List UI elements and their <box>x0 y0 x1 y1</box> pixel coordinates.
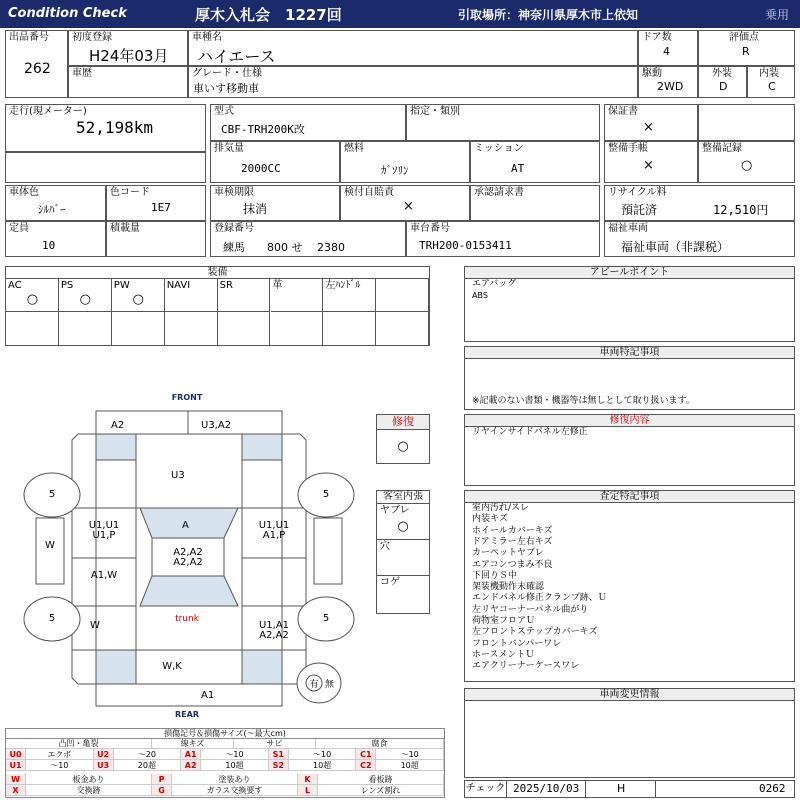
legend-code: S1 <box>269 749 289 760</box>
mission-label: ミッション <box>474 143 524 154</box>
equipment-item-label: PS <box>60 280 74 291</box>
history-label: 車歴 <box>72 68 92 79</box>
diagram-trunk-label: trunk <box>175 614 199 624</box>
legend-desc: 〜10 <box>201 749 269 760</box>
legend-code: W <box>6 774 26 785</box>
score-value: R <box>742 45 750 58</box>
equipment-item <box>271 279 324 312</box>
color-code-value: 1E7 <box>151 201 171 214</box>
legend-code: U3 <box>94 760 114 771</box>
special-notes-title: 車両特記事項 <box>465 347 794 359</box>
legend-body <box>6 739 444 797</box>
equipment-item-label: 革 <box>272 280 283 291</box>
recycle-cell <box>604 185 795 221</box>
chassis-number-cell <box>406 221 600 257</box>
mark-center: A2,A2 A2,A2 <box>173 547 203 568</box>
mark-front-left: A2 <box>111 420 125 431</box>
insurance-cell <box>340 185 470 221</box>
assessment-line: 架装機動作未確認 <box>472 582 545 593</box>
legend-group: 線キズ <box>152 739 234 749</box>
tire-rear-left: 5 <box>48 613 56 624</box>
interior-value: C <box>768 80 776 93</box>
approval-cell <box>470 185 600 221</box>
car-name-value: ハイエース <box>197 47 276 66</box>
designation-label: 指定・類別 <box>410 106 460 117</box>
equipment-item <box>6 279 59 312</box>
cabin-item: 穴 <box>377 540 429 576</box>
color-value: ｼﾙﾊﾞｰ <box>38 203 66 216</box>
warranty-cell <box>604 104 698 141</box>
special-notes-disclaimer: ※記載のない書類・機器等は無しとして取り扱います。 <box>472 396 695 406</box>
mission-cell <box>470 141 600 183</box>
interior-cell <box>747 66 795 98</box>
equipment-extra-cell <box>376 312 429 345</box>
legend-desc: 10超 <box>289 760 357 771</box>
cabin-lining-box <box>376 490 430 614</box>
interior-label: 内装 <box>759 68 779 79</box>
inspection-cell <box>210 185 340 221</box>
repair-flag-value: ○ <box>397 439 409 454</box>
legend-code: U2 <box>94 749 114 760</box>
insurance-label: 検付自賠責 <box>344 187 394 198</box>
category-label: 乗用 <box>765 8 790 22</box>
mark-front-right: U3,A2 <box>201 420 232 431</box>
registration-number-label: 登録番号 <box>214 223 254 234</box>
designation-cell <box>406 104 600 141</box>
displacement-label: 排気量 <box>214 143 244 154</box>
exterior-label: 外装 <box>712 68 732 79</box>
color-cell <box>5 185 106 221</box>
registration-number-value: 練馬 800 せ 2380 <box>223 241 345 254</box>
legend-code: G <box>152 785 172 796</box>
diagram-front-label: FRONT <box>171 393 203 402</box>
assessment-line: 左フロントステップカバーキズ <box>472 627 598 638</box>
inspection-label: 車検期限 <box>214 187 254 198</box>
equipment-extra-cell <box>271 312 324 345</box>
inspection-value: 抹消 <box>243 202 268 216</box>
header-bar <box>0 0 800 28</box>
assessment-line: 内装キズ <box>472 514 508 525</box>
maintenance-record-cell <box>698 141 795 183</box>
special-notes-panel <box>464 346 795 410</box>
mileage-blank-cell <box>5 152 206 183</box>
equipment-extra-cell <box>323 312 376 345</box>
capacity-label: 定員 <box>9 223 29 234</box>
legend-desc: 〜10 <box>26 760 94 771</box>
legend-code: U1 <box>6 760 26 771</box>
equipment-item <box>376 279 429 312</box>
warranty-label: 保証書 <box>608 106 638 117</box>
appeal-title: アピールポイント <box>465 267 794 279</box>
change-info-title: 車両変更情報 <box>465 689 794 701</box>
tire-front-left: 5 <box>48 489 56 500</box>
registration-number-cell <box>210 221 406 257</box>
assessment-lines <box>472 503 792 679</box>
mark-roof: A <box>182 520 189 531</box>
exterior-cell <box>698 66 747 98</box>
exterior-value: D <box>719 80 728 93</box>
approval-label: 承認請求書 <box>474 187 524 198</box>
cabin-item: コゲ <box>380 577 400 588</box>
first-registration-cell <box>68 30 188 66</box>
first-registration-value: H24年03月 <box>89 47 169 65</box>
assessment-title: 査定特記事項 <box>465 491 794 503</box>
mileage-value: 52,198km <box>76 118 154 137</box>
drive-label: 駆動 <box>642 68 662 79</box>
color-code-label: 色コード <box>110 187 150 198</box>
equipment-extra-cell <box>112 312 165 345</box>
legend-desc: 〜20 <box>114 749 182 760</box>
equipment-item-value: ○ <box>26 292 39 307</box>
legend-desc: 交換跡 <box>26 785 152 796</box>
mark-right-rear: U1,A1 A2,A2 <box>258 620 290 641</box>
doors-label: ドア数 <box>642 32 672 43</box>
equipment-item-label: 左ﾊﾝﾄﾞﾙ <box>325 280 361 291</box>
appeal-panel <box>464 266 795 342</box>
check-label: チェック <box>465 781 507 797</box>
assessment-line: 室内汚れ/スレ <box>472 503 530 513</box>
legend-desc: エクボ <box>26 749 94 760</box>
fuel-value: ｶﾞｿﾘﾝ <box>381 164 409 177</box>
equipment-item <box>165 279 218 312</box>
legend-code: C2 <box>356 760 376 771</box>
vehicle-damage-diagram <box>0 388 376 722</box>
maintenance-book-label: 整備手帳 <box>608 143 648 154</box>
mark-left-mid: A1,W <box>90 570 118 581</box>
chassis-number-value: TRH200-0153411 <box>419 239 512 252</box>
legend-title: 損傷記号＆損傷サイズ(〜最大cm) <box>6 729 444 739</box>
spare-tire-text: 無 <box>325 680 335 690</box>
mark-left-mirror: W <box>45 540 55 551</box>
mileage-label: 走行(現メーター) <box>9 106 87 117</box>
legend-desc: 〜10 <box>289 749 357 760</box>
equipment-item-label: NAVI <box>166 280 191 291</box>
lot-number-cell <box>5 30 68 98</box>
diagram-rear-label: REAR <box>175 710 199 719</box>
color-label: 車体色 <box>9 187 39 198</box>
insurance-value: × <box>403 199 414 214</box>
drive-value: 2WD <box>657 80 684 93</box>
warranty-blank-cell <box>698 104 795 141</box>
damage-legend <box>5 728 445 798</box>
mark-rear-bumper: A1 <box>201 690 215 701</box>
legend-code: X <box>6 785 26 796</box>
appeal-line: エアバッグ <box>472 279 517 289</box>
mileage-cell <box>5 104 206 152</box>
drive-cell <box>638 66 698 98</box>
tire-rear-right: 5 <box>322 613 330 624</box>
equipment-panel <box>5 266 430 346</box>
assessment-line: フロントバンパーワレ <box>472 638 562 649</box>
capacity-cell <box>5 221 106 257</box>
lot-value: 262 <box>24 61 51 77</box>
inspector-code: H <box>617 782 626 795</box>
check-number: 0262 <box>759 782 786 795</box>
check-date: 2025/10/03 <box>513 782 580 795</box>
tire-front-right: 5 <box>322 489 330 500</box>
doors-cell <box>638 30 698 66</box>
repair-details-panel <box>464 414 795 486</box>
equipment-item-value: ○ <box>79 292 91 307</box>
legend-desc: 10超 <box>376 760 444 771</box>
equipment-item <box>218 279 271 312</box>
legend-desc: 20超 <box>114 760 182 771</box>
auction-name: 厚木入札会 1227回 <box>195 6 342 24</box>
grade-cell <box>188 66 638 98</box>
equipment-item <box>112 279 165 312</box>
warranty-value: × <box>643 120 654 135</box>
color-code-cell <box>106 185 206 221</box>
equipment-item-label: PW <box>113 280 130 291</box>
legend-code: P <box>152 774 172 785</box>
grade-value: 車いす移動車 <box>193 82 259 95</box>
repair-details-line: リヤインサイドパネル左修正 <box>472 427 588 437</box>
mark-right-front-door: U1,U1 A1,P <box>258 520 290 541</box>
legend-desc: 板金あり <box>26 774 152 785</box>
fuel-cell <box>340 141 470 183</box>
displacement-cell <box>210 141 340 183</box>
assessment-line: エアクリーナーケースワレ <box>472 661 580 672</box>
legend-code: C1 <box>356 749 376 760</box>
model-label: 型式 <box>214 106 234 117</box>
doors-value: 4 <box>663 45 670 58</box>
equipment-extra-cell <box>218 312 271 345</box>
fuel-label: 燃料 <box>344 143 364 154</box>
maintenance-record-label: 整備記録 <box>702 143 742 154</box>
first-registration-label: 初度登録 <box>72 32 112 43</box>
legend-desc: ガラス交換要す <box>172 785 298 796</box>
car-name-cell <box>188 30 638 66</box>
mark-hood: U3 <box>171 470 185 481</box>
chassis-number-label: 車台番号 <box>410 223 450 234</box>
legend-code: U0 <box>6 749 26 760</box>
score-cell <box>698 30 795 66</box>
legend-group: 腐食 <box>316 739 444 749</box>
equipment-item <box>323 279 376 312</box>
legend-code: A1 <box>181 749 201 760</box>
appeal-line: ABS <box>472 291 488 300</box>
repair-details-title: 修復内容 <box>465 415 794 427</box>
equipment-grid <box>6 279 429 345</box>
legend-desc: 塗装あり <box>172 774 298 785</box>
legend-group: サビ <box>234 739 316 749</box>
history-cell <box>68 66 188 98</box>
assessment-line: ホースメントＵ <box>472 649 535 660</box>
equipment-item-label: SR <box>219 280 233 291</box>
equipment-extra-cell <box>6 312 59 345</box>
mark-left-rear: W <box>90 620 100 631</box>
maintenance-record-value: ○ <box>741 158 753 173</box>
check-footer <box>464 780 795 798</box>
legend-group: 凸凹・亀裂 <box>6 739 152 749</box>
welfare-label: 福祉車両 <box>608 223 648 234</box>
assessment-panel <box>464 490 795 682</box>
assessment-line: 荷物室フロアＵ <box>472 616 536 626</box>
assessment-line: ホイールカバーキズ <box>472 525 553 536</box>
change-info-panel <box>464 688 795 778</box>
mark-rear-center: W,K <box>162 661 182 672</box>
equipment-item-label: AC <box>8 280 22 291</box>
spare-tire-mark: 有 <box>309 680 319 690</box>
legend-code: K <box>298 774 318 785</box>
model-value: CBF-TRH200K改 <box>221 123 305 136</box>
capacity-value: 10 <box>42 239 56 252</box>
displacement-value: 2000CC <box>241 162 281 175</box>
repair-flag-box <box>376 414 430 464</box>
assessment-line: 下回りＳ中 <box>472 570 518 581</box>
welfare-cell <box>604 221 795 257</box>
recycle-label: リサイクル料 <box>608 187 667 198</box>
legend-code: A2 <box>181 760 201 771</box>
car-name-label: 車種名 <box>192 32 222 43</box>
grade-label: グレード・仕様 <box>192 68 262 79</box>
equipment-extra-cell <box>59 312 112 345</box>
recycle-status: 預託済 <box>621 203 658 217</box>
recycle-amount: 12,510円 <box>713 203 769 217</box>
assessment-line: 左リヤコーナーパネル曲がり <box>472 604 589 615</box>
equipment-extra-cell <box>165 312 218 345</box>
load-label: 積載量 <box>110 223 140 234</box>
assessment-line: エアコンつまみ不良 <box>472 559 553 570</box>
cabin-lining-title: 客室内張 <box>377 491 429 504</box>
legend-desc: レンズ割れ <box>318 785 444 796</box>
welfare-value: 福祉車両（非課税） <box>621 240 730 254</box>
repair-flag-label: 修復 <box>377 415 429 430</box>
maintenance-book-value: × <box>643 158 654 173</box>
equipment-item-value: ○ <box>132 292 144 307</box>
score-label: 評価点 <box>729 32 759 43</box>
lot-label: 出品番号 <box>9 32 49 43</box>
mission-value: AT <box>511 162 525 175</box>
legend-desc: 10超 <box>201 760 269 771</box>
equipment-item <box>59 279 112 312</box>
pickup-location: 引取場所：神奈川県厚木市上依知 <box>458 8 639 22</box>
load-cell <box>106 221 206 257</box>
assessment-line: エンドパネル修正クランプ跡、Ｕ <box>472 593 607 604</box>
report-title: Condition Check <box>8 6 127 21</box>
legend-desc: 〜10 <box>376 749 444 760</box>
legend-code: L <box>298 785 318 796</box>
mark-left-front-door: U1,U1 U1,P <box>88 520 120 541</box>
legend-code: S2 <box>269 760 289 771</box>
assessment-line: カーペットヤブレ <box>472 548 544 559</box>
cabin-item: ヤブレ ○ <box>377 504 429 540</box>
model-cell <box>210 104 406 141</box>
equipment-title: 装備 <box>6 267 429 279</box>
maintenance-book-cell <box>604 141 698 183</box>
legend-desc: 看板跡 <box>318 774 444 785</box>
assessment-line: ドアミラー左右キズ <box>472 536 553 547</box>
